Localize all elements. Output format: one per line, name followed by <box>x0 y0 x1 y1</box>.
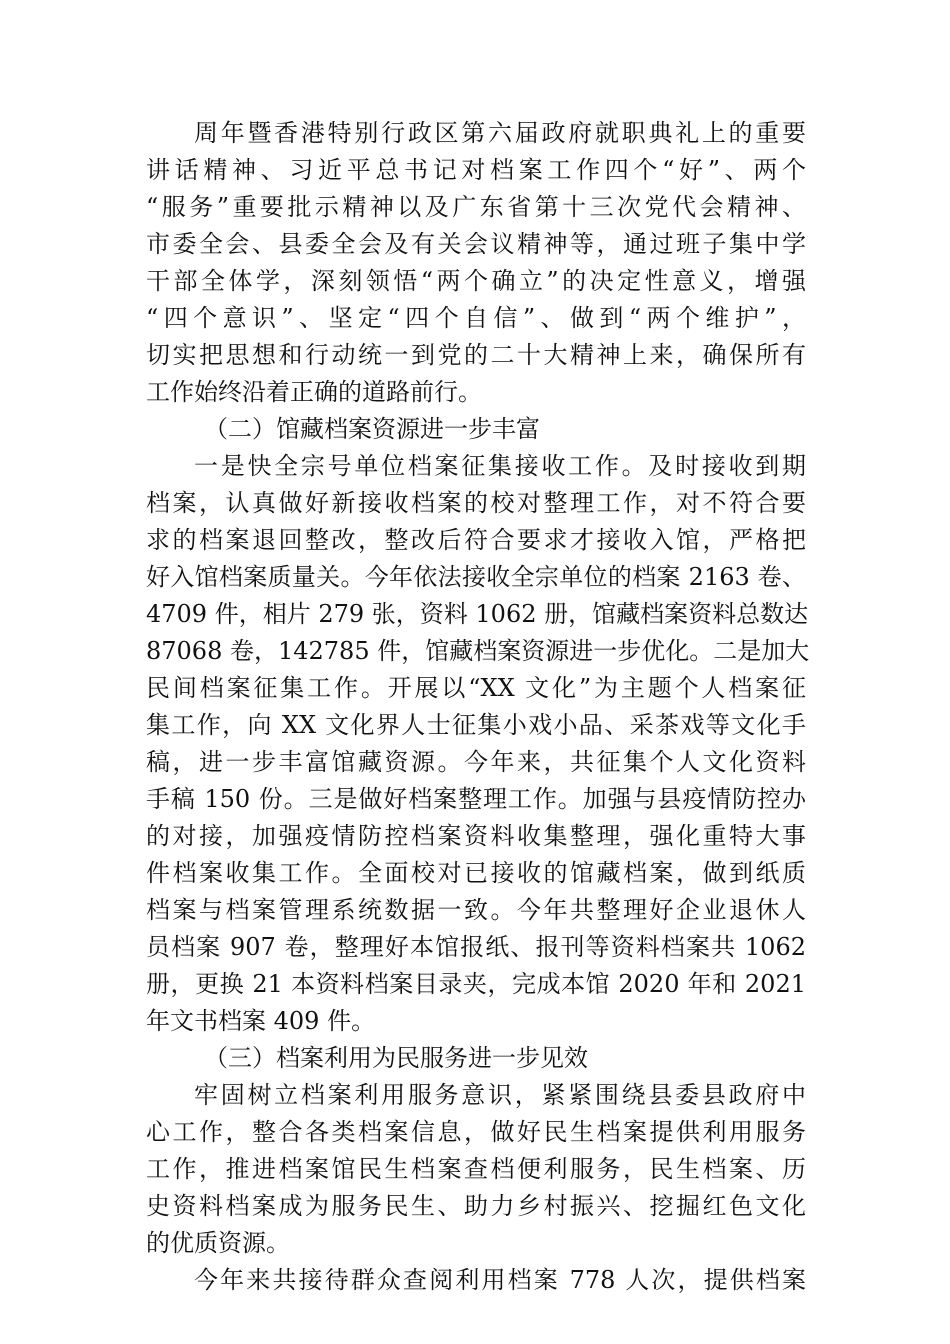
paragraph-line: 的优质资源。 <box>146 1229 290 1257</box>
section-heading: （三）档案利用为民服务进一步见效 <box>204 1044 588 1072</box>
paragraph-line: 市委全会、县委全会及有关会议精神等，通过班子集中学 <box>146 230 806 258</box>
paragraph-line: 周年暨香港特别行政区第六届政府就职典礼上的重要 <box>194 119 806 147</box>
paragraph-line: 的对接，加强疫情防控档案资料收集整理，强化重特大事 <box>146 822 806 850</box>
paragraph-line: 集工作，向 XX 文化界人士征集小戏小品、采茶戏等文化手 <box>146 711 806 739</box>
paragraph-line: 求的档案退回整改，整改后符合要求才接收入馆，严格把 <box>146 526 806 554</box>
paragraph-line: 册，更换 21 本资料档案目录夹，完成本馆 2020 年和 2021 <box>146 970 806 998</box>
paragraph-line: 工作始终沿着正确的道路前行。 <box>146 378 482 406</box>
paragraph-line: 牢固树立档案利用服务意识，紧紧围绕县委县政府中 <box>194 1081 806 1109</box>
paragraph-line: 手稿 150 份。三是做好档案整理工作。加强与县疫情防控办 <box>146 785 806 813</box>
paragraph-line: 档案，认真做好新接收档案的校对整理工作，对不符合要 <box>146 489 806 517</box>
paragraph-line: 稿，进一步丰富馆藏资源。今年来，共征集个人文化资料 <box>146 748 806 776</box>
paragraph-line: “四个意识”、坚定“四个自信”、做到“两个维护”， <box>146 304 806 332</box>
paragraph-line: 好入馆档案质量关。今年依法接收全宗单位的档案 2163 卷、 <box>146 563 806 591</box>
document-body <box>146 115 810 1299</box>
paragraph-line: 员档案 907 卷，整理好本馆报纸、报刊等资料档案共 1062 <box>146 933 806 961</box>
paragraph-line: 工作，推进档案馆民生档案查档便利服务，民生档案、历 <box>146 1155 806 1183</box>
section-heading: （二）馆藏档案资源进一步丰富 <box>204 415 540 443</box>
paragraph-line: 件档案收集工作。全面校对已接收的馆藏档案，做到纸质 <box>146 859 806 887</box>
paragraph-line: 一是快全宗号单位档案征集接收工作。及时接收到期 <box>194 452 806 480</box>
paragraph-line: 切实把思想和行动统一到党的二十大精神上来，确保所有 <box>146 341 806 369</box>
paragraph-line: 年文书档案 409 件。 <box>146 1007 376 1035</box>
paragraph-line: 讲话精神、习近平总书记对档案工作四个“好”、两个 <box>146 156 806 184</box>
paragraph-line: 史资料档案成为服务民生、助力乡村振兴、挖掘红色文化 <box>146 1192 806 1220</box>
paragraph-line: 心工作，整合各类档案信息，做好民生档案提供利用服务 <box>146 1118 806 1146</box>
paragraph-line: 87068 卷，142785 件，馆藏档案资源进一步优化。二是加大 <box>146 637 810 665</box>
paragraph-line: 今年来共接待群众查阅利用档案 778 人次，提供档案 <box>194 1266 806 1294</box>
paragraph-line: “服务”重要批示精神以及广东省第十三次党代会精神、 <box>146 193 806 221</box>
paragraph-line: 4709 件，相片 279 张，资料 1062 册，馆藏档案资料总数达 <box>146 600 809 628</box>
paragraph-line: 档案与档案管理系统数据一致。今年共整理好企业退休人 <box>146 896 806 924</box>
paragraph-line: 民间档案征集工作。开展以“XX 文化”为主题个人档案征 <box>146 674 806 702</box>
paragraph-line: 干部全体学，深刻领悟“两个确立”的决定性意义，增强 <box>146 267 806 295</box>
